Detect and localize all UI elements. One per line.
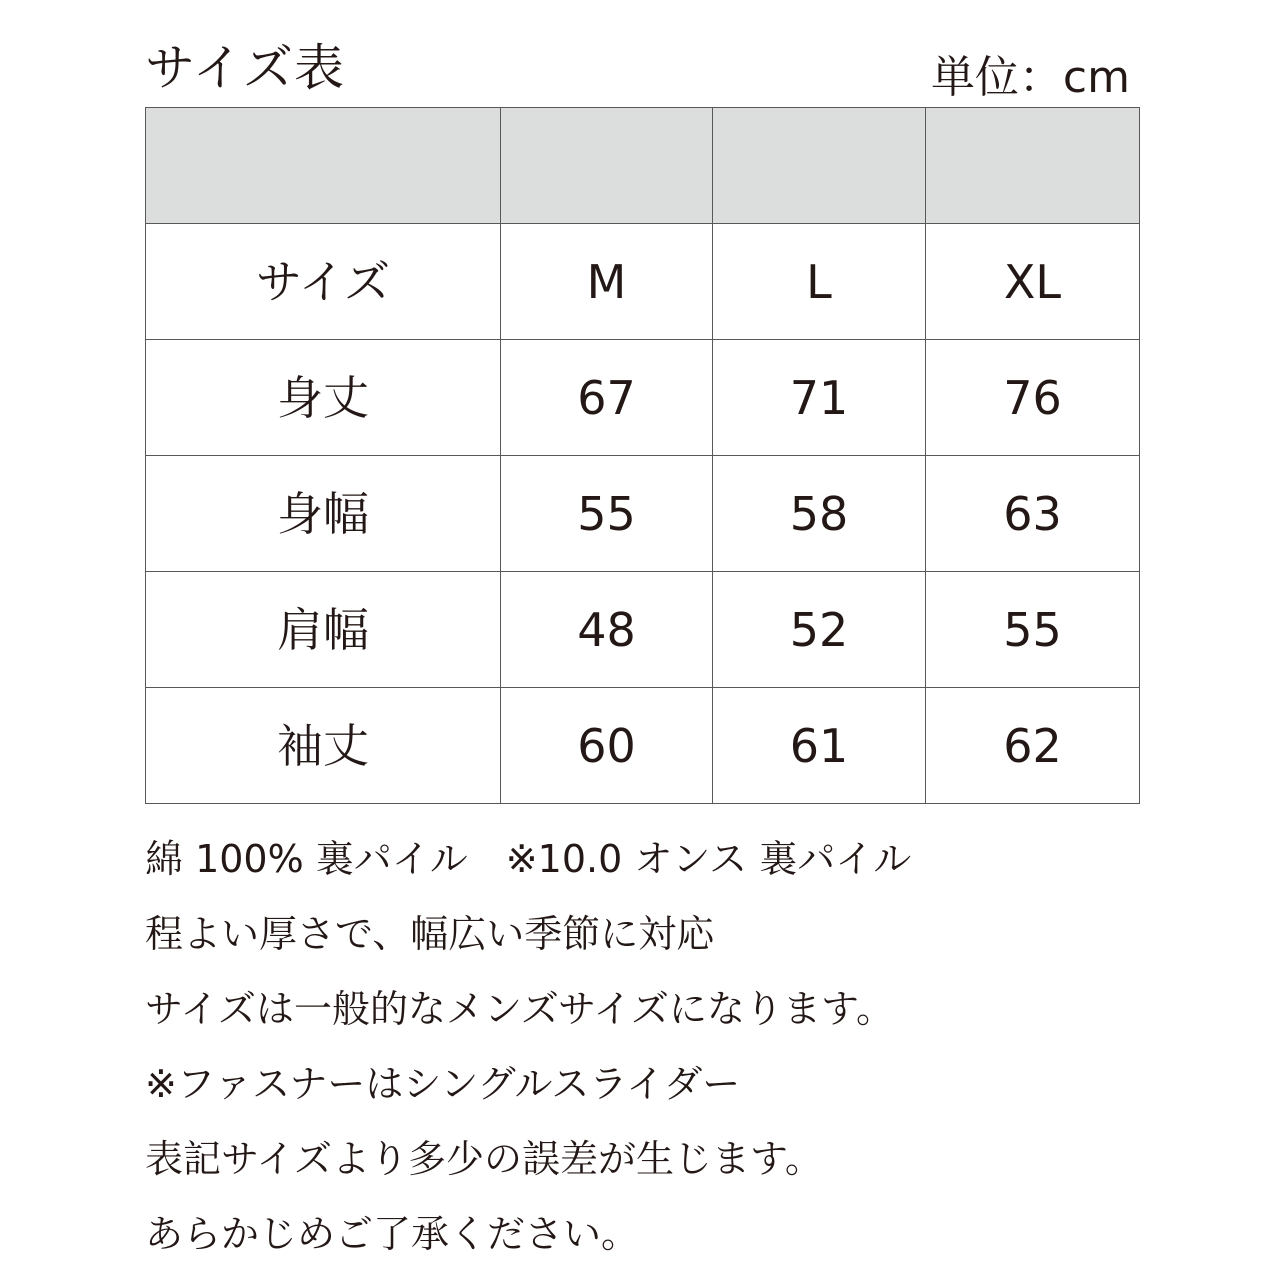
table-row	[146, 340, 1140, 456]
note-thickness: 程よい厚さで、幅広い季節に対応	[145, 912, 715, 956]
table-row	[146, 456, 1140, 572]
table-cell: 61	[713, 688, 926, 804]
size-table	[145, 107, 1140, 804]
size-l-label: L	[713, 224, 926, 340]
row-label: 肩幅	[146, 572, 501, 688]
table-cell: 63	[926, 456, 1140, 572]
table-header-row	[146, 108, 1140, 224]
table-row	[146, 572, 1140, 688]
row-label: 身丈	[146, 340, 501, 456]
note-zipper: ※ファスナーはシングルスライダー	[145, 1062, 741, 1106]
table-cell: 62	[926, 688, 1140, 804]
note-tolerance: 表記サイズより多少の誤差が生じます。	[145, 1137, 823, 1181]
note-sizing: サイズは一般的なメンズサイズになります。	[145, 987, 894, 1031]
note-material: 綿 100% 裏パイル ※10.0 オンス 裏パイル	[145, 837, 912, 881]
table-cell: 48	[501, 572, 713, 688]
size-column-label: サイズ	[146, 224, 501, 340]
size-xl-label: XL	[926, 224, 1140, 340]
size-label-row	[146, 224, 1140, 340]
table-cell: 71	[713, 340, 926, 456]
table-cell: 52	[713, 572, 926, 688]
header-cell	[146, 108, 501, 224]
table-cell: 58	[713, 456, 926, 572]
note-acknowledgement: あらかじめご了承ください。	[145, 1212, 640, 1256]
product-notes	[145, 832, 911, 1282]
row-label: 身幅	[146, 456, 501, 572]
table-row	[146, 688, 1140, 804]
size-m-label: M	[501, 224, 713, 340]
table-cell: 60	[501, 688, 713, 804]
table-cell: 67	[501, 340, 713, 456]
table-cell: 55	[926, 572, 1140, 688]
unit-label: 単位：cm	[930, 52, 1130, 103]
header-cell	[926, 108, 1140, 224]
table-cell: 55	[501, 456, 713, 572]
row-label: 袖丈	[146, 688, 501, 804]
header-cell	[501, 108, 713, 224]
page-title: サイズ表	[145, 39, 345, 97]
header-cell	[713, 108, 926, 224]
table-cell: 76	[926, 340, 1140, 456]
